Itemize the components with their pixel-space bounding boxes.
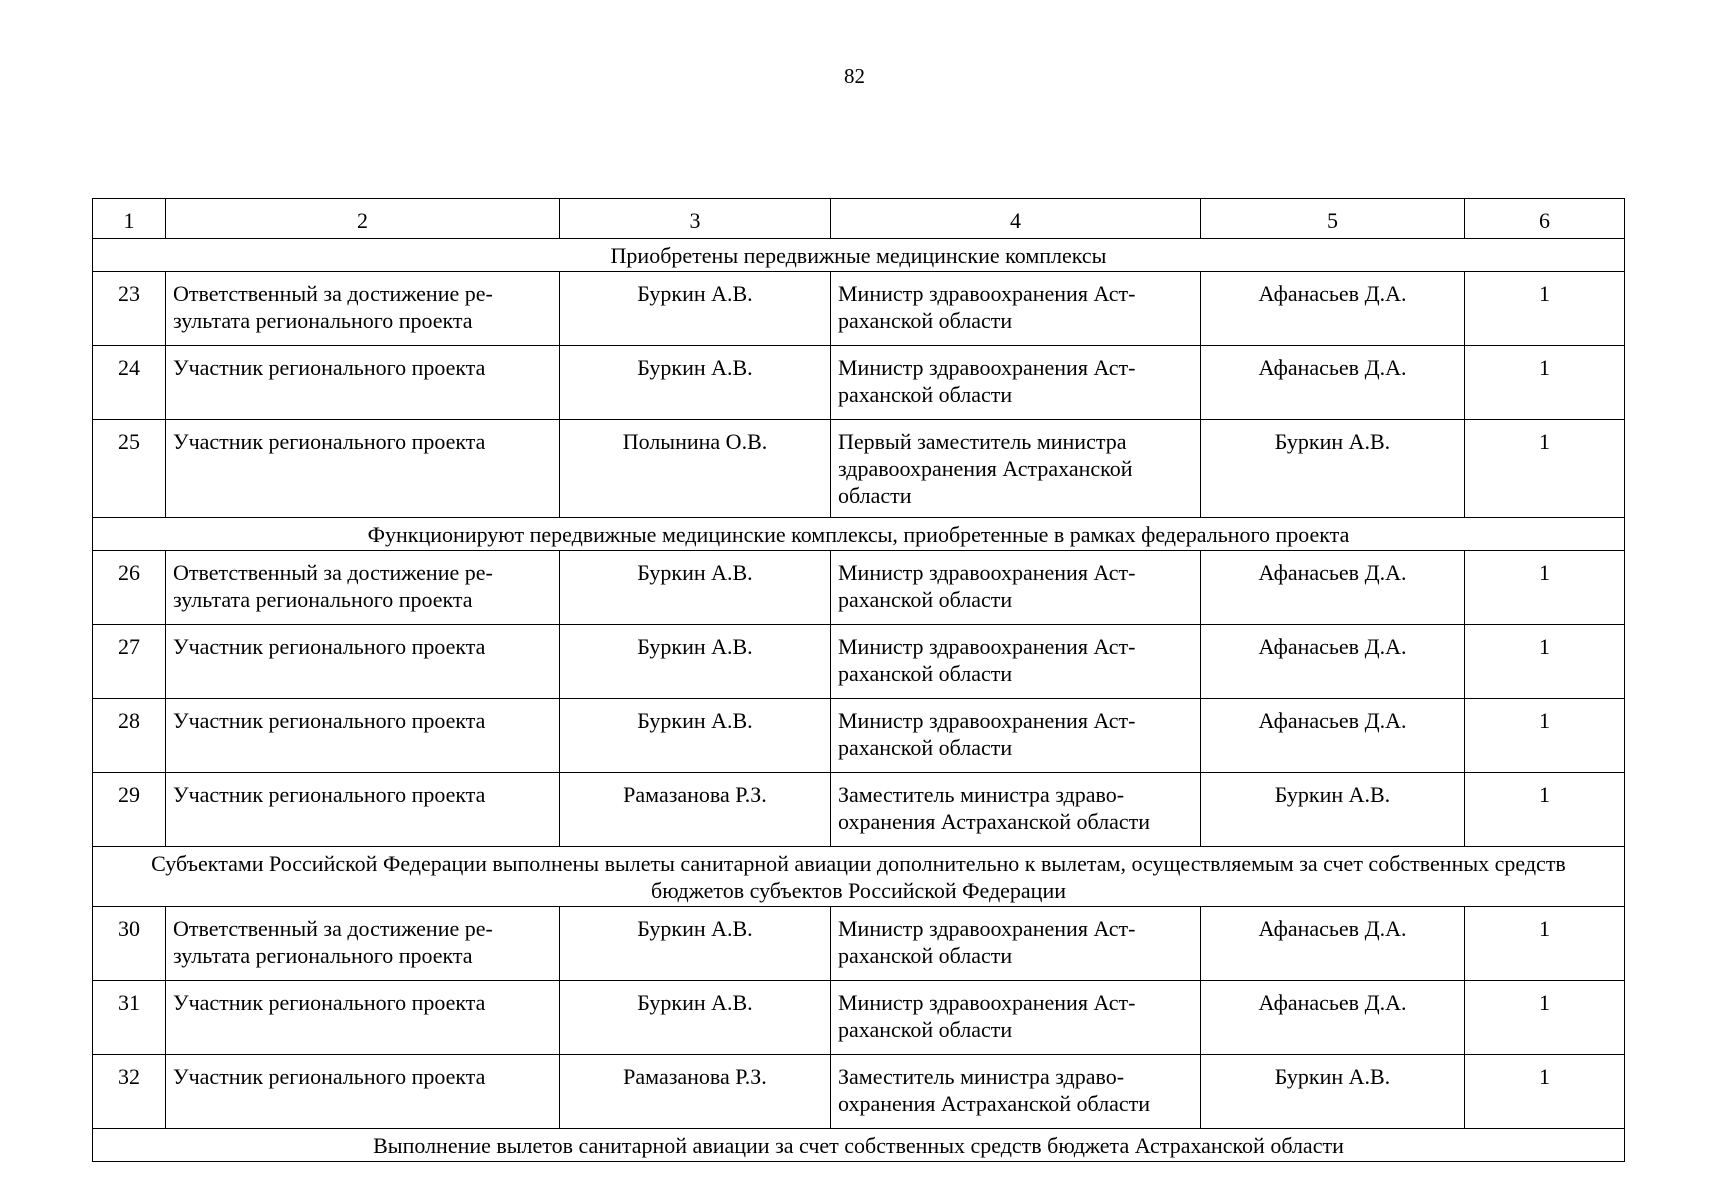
responsibility-table <box>92 198 1625 1162</box>
responsible-name-cell: Полынина О.В. <box>560 420 831 518</box>
table-row <box>93 420 1625 518</box>
column-number-row <box>93 199 1625 239</box>
row-number-cell: 25 <box>93 420 166 518</box>
role-cell: Участник регионального проекта <box>166 773 560 847</box>
position-cell: Министр здравоохранения Аст- раханской области <box>831 699 1201 773</box>
table-row <box>93 272 1625 346</box>
table-row <box>93 699 1625 773</box>
responsible-name-cell: Рамазанова Р.З. <box>560 1055 831 1129</box>
section-row <box>93 847 1625 907</box>
position-cell: Министр здравоохранения Аст- раханской области <box>831 907 1201 981</box>
table-row <box>93 346 1625 420</box>
responsible-name-cell: Рамазанова Р.З. <box>560 773 831 847</box>
role-cell: Участник регионального проекта <box>166 699 560 773</box>
role-cell: Участник регионального проекта <box>166 981 560 1055</box>
table-row <box>93 907 1625 981</box>
page-number: 82 <box>844 64 865 88</box>
responsible-name-cell: Буркин А.В. <box>560 699 831 773</box>
responsible-name-cell: Буркин А.В. <box>560 625 831 699</box>
section-title: Приобретены передвижные медицинские комплексы <box>93 239 1625 272</box>
responsible-name-cell: Буркин А.В. <box>560 907 831 981</box>
involvement-value-cell: 1 <box>1465 1055 1625 1129</box>
section-row <box>93 1129 1625 1162</box>
role-cell: Участник регионального проекта <box>166 420 560 518</box>
position-cell: Министр здравоохранения Аст- раханской области <box>831 346 1201 420</box>
supervisor-cell: Афанасьев Д.А. <box>1201 981 1465 1055</box>
responsible-name-cell: Буркин А.В. <box>560 272 831 346</box>
supervisor-cell: Афанасьев Д.А. <box>1201 699 1465 773</box>
responsible-name-cell: Буркин А.В. <box>560 981 831 1055</box>
role-cell: Участник регионального проекта <box>166 1055 560 1129</box>
row-number-cell: 29 <box>93 773 166 847</box>
involvement-value-cell: 1 <box>1465 420 1625 518</box>
row-number-cell: 27 <box>93 625 166 699</box>
position-cell: Министр здравоохранения Аст- раханской области <box>831 272 1201 346</box>
responsible-name-cell: Буркин А.В. <box>560 346 831 420</box>
row-number-cell: 28 <box>93 699 166 773</box>
table-row <box>93 773 1625 847</box>
supervisor-cell: Афанасьев Д.А. <box>1201 551 1465 625</box>
role-cell: Участник регионального проекта <box>166 625 560 699</box>
section-title: Субъектами Российской Федерации выполнены вылеты санитарной авиации дополнительно к вылетам, осуществляемым за счет собственных средств бюджетов субъектов Российской Федерации <box>93 847 1625 907</box>
column-number-cell: 4 <box>831 199 1201 239</box>
section-row <box>93 239 1625 272</box>
column-number-cell: 5 <box>1201 199 1465 239</box>
supervisor-cell: Буркин А.В. <box>1201 773 1465 847</box>
table-row <box>93 551 1625 625</box>
involvement-value-cell: 1 <box>1465 346 1625 420</box>
involvement-value-cell: 1 <box>1465 625 1625 699</box>
supervisor-cell: Буркин А.В. <box>1201 420 1465 518</box>
role-cell: Ответственный за достижение ре- зультата регионального проекта <box>166 907 560 981</box>
supervisor-cell: Афанасьев Д.А. <box>1201 272 1465 346</box>
row-number-cell: 32 <box>93 1055 166 1129</box>
role-cell: Ответственный за достижение ре- зультата регионального проекта <box>166 551 560 625</box>
involvement-value-cell: 1 <box>1465 551 1625 625</box>
row-number-cell: 26 <box>93 551 166 625</box>
involvement-value-cell: 1 <box>1465 272 1625 346</box>
position-cell: Министр здравоохранения Аст- раханской области <box>831 551 1201 625</box>
involvement-value-cell: 1 <box>1465 907 1625 981</box>
role-cell: Ответственный за достижение ре- зультата регионального проекта <box>166 272 560 346</box>
column-number-cell: 6 <box>1465 199 1625 239</box>
position-cell: Заместитель министра здраво- охранения Астраханской области <box>831 1055 1201 1129</box>
supervisor-cell: Афанасьев Д.А. <box>1201 625 1465 699</box>
position-cell: Министр здравоохранения Аст- раханской области <box>831 981 1201 1055</box>
section-title: Функционируют передвижные медицинские комплексы, приобретенные в рамках федерального проекта <box>93 518 1625 551</box>
position-cell: Министр здравоохранения Аст- раханской области <box>831 625 1201 699</box>
responsible-name-cell: Буркин А.В. <box>560 551 831 625</box>
involvement-value-cell: 1 <box>1465 699 1625 773</box>
role-cell: Участник регионального проекта <box>166 346 560 420</box>
supervisor-cell: Буркин А.В. <box>1201 1055 1465 1129</box>
involvement-value-cell: 1 <box>1465 773 1625 847</box>
table-body <box>93 199 1625 1162</box>
section-title: Выполнение вылетов санитарной авиации за счет собственных средств бюджета Астраханской области <box>93 1129 1625 1162</box>
involvement-value-cell: 1 <box>1465 981 1625 1055</box>
table-row <box>93 1055 1625 1129</box>
position-cell: Первый заместитель министра здравоохранения Астраханской области <box>831 420 1201 518</box>
table-row <box>93 625 1625 699</box>
section-row <box>93 518 1625 551</box>
supervisor-cell: Афанасьев Д.А. <box>1201 346 1465 420</box>
table-row <box>93 981 1625 1055</box>
supervisor-cell: Афанасьев Д.А. <box>1201 907 1465 981</box>
row-number-cell: 24 <box>93 346 166 420</box>
column-number-cell: 3 <box>560 199 831 239</box>
row-number-cell: 31 <box>93 981 166 1055</box>
row-number-cell: 30 <box>93 907 166 981</box>
column-number-cell: 1 <box>93 199 166 239</box>
position-cell: Заместитель министра здраво- охранения Астраханской области <box>831 773 1201 847</box>
row-number-cell: 23 <box>93 272 166 346</box>
column-number-cell: 2 <box>166 199 560 239</box>
